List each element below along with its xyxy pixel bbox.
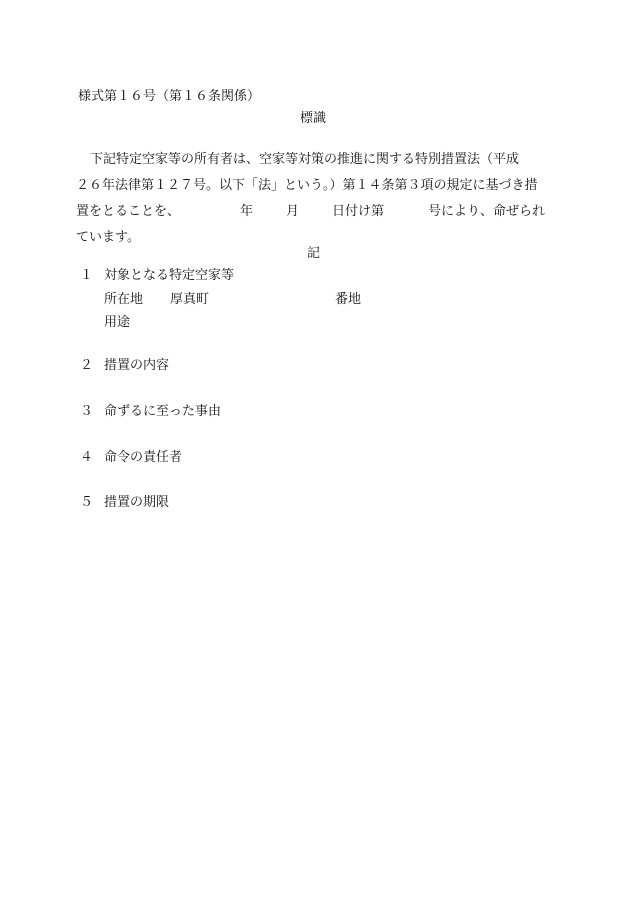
section-4-number: ４ [80, 450, 94, 465]
body-paragraph [76, 152, 558, 246]
body-line-3 [76, 204, 558, 220]
year-label: 年 [240, 204, 254, 219]
body-line-3-suffix: 号により、命ぜられ [428, 204, 546, 219]
body-line-4: ています。 [76, 230, 140, 245]
body-line-2: ２６年法律第１２７号。以下「法」という。）第１４条第３項の規定に基づき措 [76, 178, 538, 193]
document-title: 標識 [300, 111, 327, 126]
usage-label: 用途 [104, 315, 131, 330]
location-town: 厚真町 [170, 292, 210, 307]
body-line-3-prefix: 置をとることを、 [76, 204, 181, 219]
location-banchi: 番地 [335, 292, 362, 307]
section-3-label: 命ずるに至った事由 [104, 404, 222, 419]
form-number: 様式第１６号（第１６条関係） [78, 89, 261, 104]
location-label: 所在地 [104, 292, 144, 307]
body-line-1: 下記特定空家等の所有者は、空家等対策の推進に関する特別措置法（平成 [90, 152, 520, 167]
section-5-label: 措置の期限 [104, 495, 170, 510]
section-2-number: ２ [80, 358, 94, 373]
ki-heading: 記 [307, 246, 321, 261]
section-5-number: ５ [80, 495, 94, 510]
section-1-number: １ [80, 268, 94, 283]
section-4-label: 命令の責任者 [104, 450, 183, 465]
section-3-number: ３ [80, 404, 94, 419]
section-1-label: 対象となる特定空家等 [104, 268, 235, 283]
date-number-label: 日付け第 [332, 204, 385, 219]
section-2-label: 措置の内容 [104, 358, 170, 373]
month-label: 月 [286, 204, 300, 219]
